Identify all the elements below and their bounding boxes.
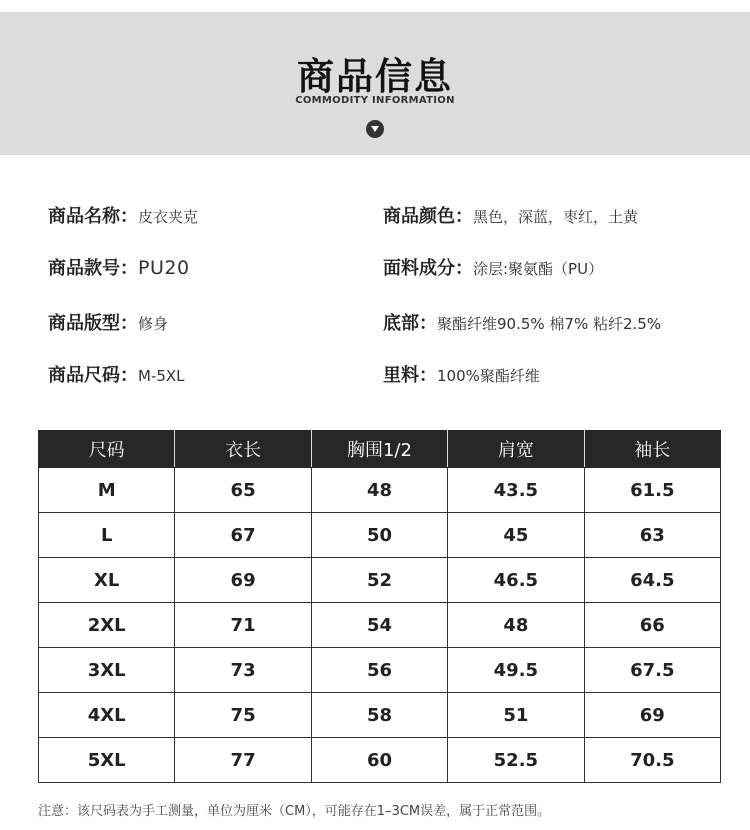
page-subtitle: COMMODITY INFORMATION <box>295 95 455 106</box>
table-cell: 58 <box>311 693 447 738</box>
info-label: 商品款号： <box>48 258 138 279</box>
table-cell: 49.5 <box>448 648 584 693</box>
info-product-size <box>48 361 185 387</box>
table-header-cell: 肩宽 <box>448 431 584 468</box>
table-cell: M <box>39 468 175 513</box>
info-label: 商品尺码： <box>48 365 138 386</box>
table-cell: 70.5 <box>584 738 720 783</box>
table-cell: 52.5 <box>448 738 584 783</box>
info-product-name <box>48 202 198 228</box>
table-header-cell: 胸围1/2 <box>311 431 447 468</box>
table-cell: 60 <box>311 738 447 783</box>
table-cell: 73 <box>175 648 311 693</box>
table-cell: 65 <box>175 468 311 513</box>
table-row <box>39 603 721 648</box>
info-value: 涂层:聚氨酯（PU） <box>473 260 604 278</box>
chevron-down-icon <box>366 120 384 138</box>
table-cell: 48 <box>448 603 584 648</box>
info-label: 商品版型： <box>48 313 138 334</box>
table-row <box>39 648 721 693</box>
info-value: M-5XL <box>138 367 185 385</box>
table-cell: 69 <box>584 693 720 738</box>
table-cell: 75 <box>175 693 311 738</box>
info-fabric <box>383 254 603 280</box>
info-label: 商品名称： <box>48 206 138 227</box>
table-cell: 67 <box>175 513 311 558</box>
info-value: 修身 <box>138 315 169 333</box>
table-cell: 52 <box>311 558 447 603</box>
info-label: 底部： <box>383 313 437 334</box>
table-cell: 4XL <box>39 693 175 738</box>
table-cell: 61.5 <box>584 468 720 513</box>
table-cell: 63 <box>584 513 720 558</box>
table-row <box>39 693 721 738</box>
table-row <box>39 468 721 513</box>
info-label: 里料： <box>383 365 437 386</box>
table-cell: 3XL <box>39 648 175 693</box>
table-cell: 71 <box>175 603 311 648</box>
info-product-code <box>48 254 190 280</box>
info-value: PU20 <box>138 257 190 279</box>
table-cell: 64.5 <box>584 558 720 603</box>
table-header-cell: 衣长 <box>175 431 311 468</box>
table-header-row <box>39 431 721 468</box>
info-product-color <box>383 202 638 228</box>
info-value: 100%聚酯纤维 <box>437 367 540 385</box>
info-label: 商品颜色： <box>383 206 473 227</box>
table-cell: XL <box>39 558 175 603</box>
table-cell: 46.5 <box>448 558 584 603</box>
table-cell: 66 <box>584 603 720 648</box>
table-cell: 54 <box>311 603 447 648</box>
info-value: 黑色，深蓝，枣红，土黄 <box>473 208 639 226</box>
measurement-note: 注意：该尺码表为手工测量，单位为厘米（CM），可能存在1–3CM误差，属于正常范围。 <box>38 804 551 819</box>
page-title: 商品信息 <box>297 55 453 98</box>
table-cell: 5XL <box>39 738 175 783</box>
table-cell: 56 <box>311 648 447 693</box>
info-lining <box>383 361 540 387</box>
table-row <box>39 738 721 783</box>
table-cell: 45 <box>448 513 584 558</box>
table-cell: 43.5 <box>448 468 584 513</box>
info-value: 聚酯纤维90.5% 棉7% 粘纤2.5% <box>437 315 662 333</box>
table-row <box>39 558 721 603</box>
table-cell: 48 <box>311 468 447 513</box>
size-table <box>38 430 721 783</box>
table-cell: 69 <box>175 558 311 603</box>
info-bottom <box>383 309 661 335</box>
info-value: 皮衣夹克 <box>138 208 199 226</box>
table-cell: 2XL <box>39 603 175 648</box>
table-header-cell: 袖长 <box>584 431 720 468</box>
info-label: 面料成分： <box>383 258 473 279</box>
table-header-cell: 尺码 <box>39 431 175 468</box>
table-cell: 77 <box>175 738 311 783</box>
table-cell: L <box>39 513 175 558</box>
table-cell: 67.5 <box>584 648 720 693</box>
table-row <box>39 513 721 558</box>
table-cell: 50 <box>311 513 447 558</box>
table-cell: 51 <box>448 693 584 738</box>
info-product-fit <box>48 309 168 335</box>
